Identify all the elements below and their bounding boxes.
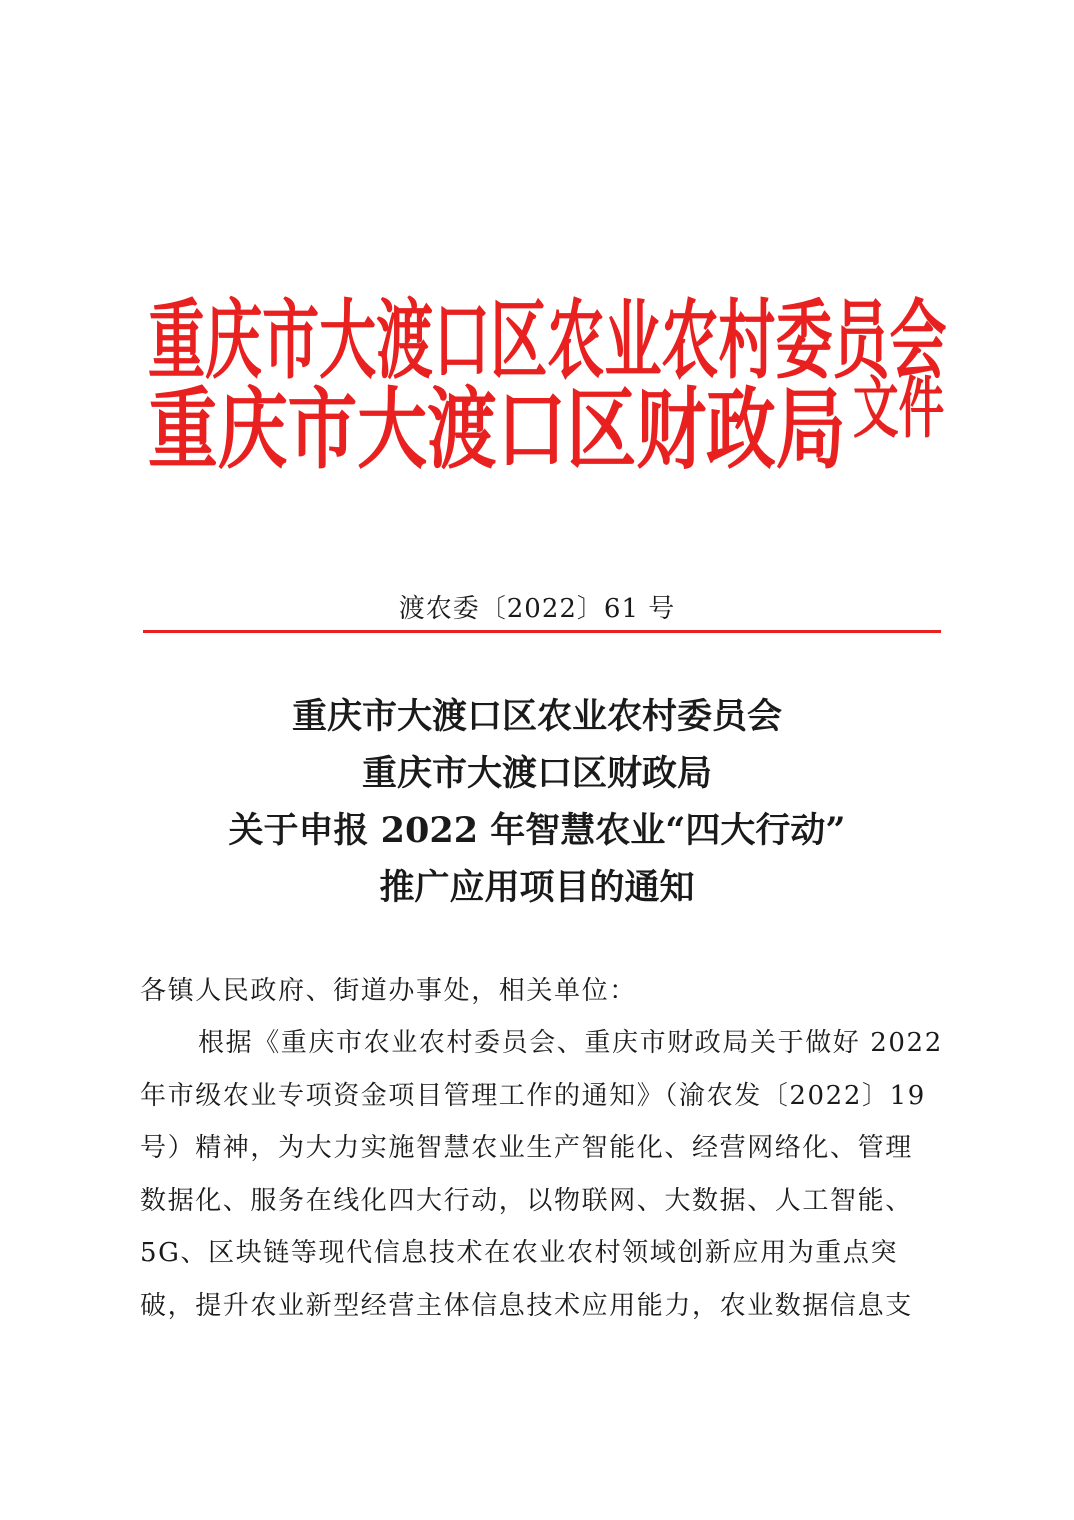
masthead-issuer-finance: 重庆市大渡口区财政局 — [148, 377, 846, 482]
paragraph-line: 破，提升农业新型经营主体信息技术应用能力，农业数据信息支 — [140, 1290, 913, 1321]
title-line: 重庆市大渡口区财政局 — [361, 753, 712, 794]
paragraph-line: 5G、区块链等现代信息技术在农业农村领域创新应用为重点突 — [140, 1238, 899, 1268]
paragraph-line: 年市级农业专项资金项目管理工作的通知》（渝农发〔2022〕19 — [140, 1080, 926, 1111]
document-title — [0, 688, 1074, 916]
paragraph-line: 号）精神，为大力实施智慧农业生产智能化、经营网络化、管理 — [140, 1133, 913, 1163]
paragraph-line: 数据化、服务在线化四大行动，以物联网、大数据、人工智能、 — [140, 1185, 913, 1216]
red-separator-line — [143, 630, 941, 633]
salutation: 各镇人民政府、街道办事处，相关单位： — [140, 976, 637, 1006]
document-number: 渡农委〔2022〕61 号 — [398, 594, 676, 624]
masthead-issuer-agriculture: 重庆市大渡口区农业农村委员会 — [148, 289, 947, 391]
paragraph-line: 根据《重庆市农业农村委员会、重庆市财政局关于做好 2022 — [198, 1028, 943, 1058]
document-body — [140, 965, 943, 1332]
title-line: 推广应用项目的通知 — [379, 867, 695, 908]
title-line: 重庆市大渡口区农业农村委员会 — [291, 696, 782, 737]
title-line: 关于申报 2022 年智慧农业“四大行动” — [228, 810, 846, 851]
masthead-suffix: 文件 — [853, 370, 945, 448]
red-masthead — [148, 289, 958, 508]
